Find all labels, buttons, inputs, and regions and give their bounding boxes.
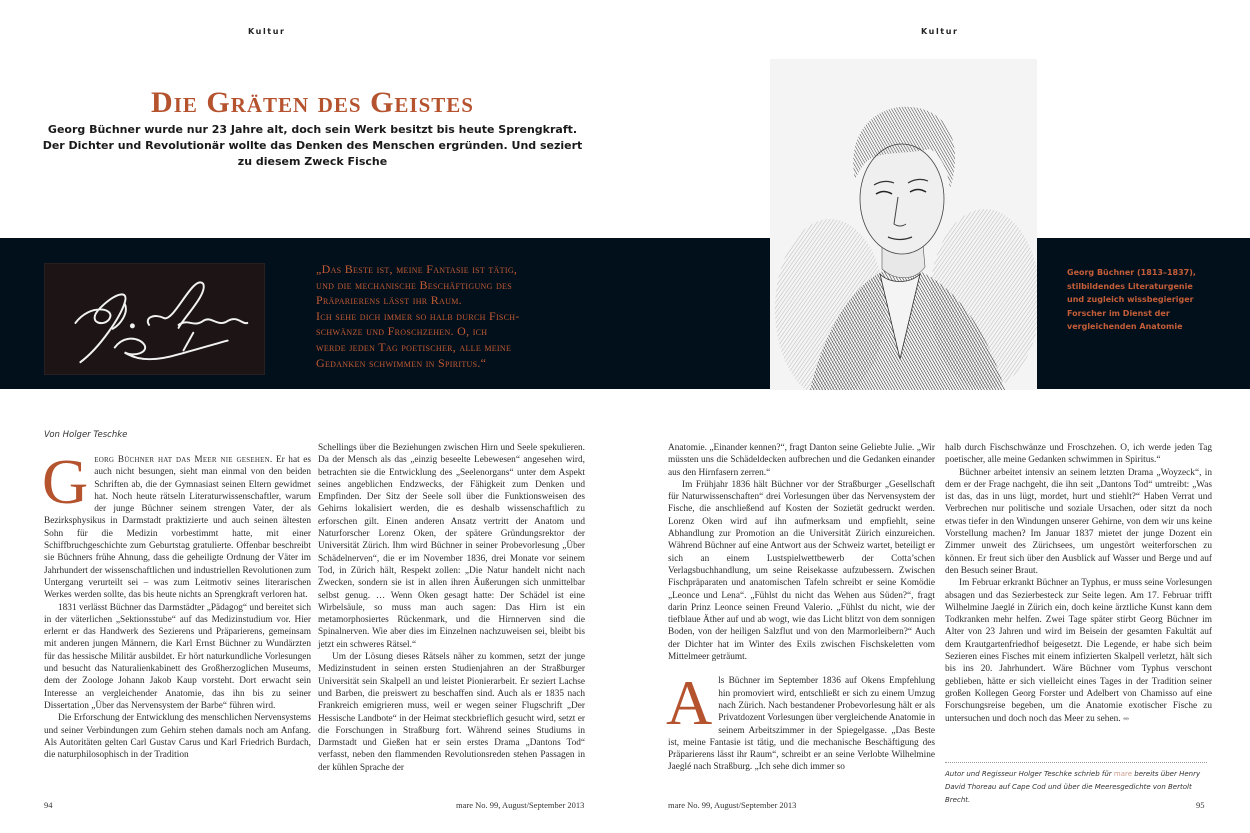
pull-quote-line: und die mechanische Beschäftigung des xyxy=(316,277,512,292)
pull-quote-line: Ich sehe dich immer so halb durch Fisch- xyxy=(316,308,520,323)
body-paragraph xyxy=(42,446,311,602)
body-text: Im Februar erkrankt Büchner an Typhus, er muss seine Vorlesungen absagen und das Sezierbesteck zur Seite legen. Am 17. Februar trifft Wilhelmine Jaeglé in Zürich ein, doch keine ärztliche Kunst kann dem Todkranken mehr helfen. Zwei Tage später stirbt Georg Büchner im Alter von 23 Jahren und wird im Beisein der gesamten Fakultät auf dem Krautgartenfriedhof beigesetzt. Die Legende, er habe sich beim Sezieren eines Fisches mit einem infizierten Skalpell verletzt, hält sich bis ins 20. Jahrhundert. Wäre Büchner vom Typhus verschont geblieben, hätte er sich vielleicht eines Tages in der Tradition seiner großen Kollegen Georg Forster und Adelbert von Chamisso auf eine Forschungsreise begeben, um die Anatomie exotischer Fische zu untersuchen und doch noch das Meer zu sehen. xyxy=(945,578,1212,724)
pull-quote-line: „Das Beste ist, meine Fantasie ist tätig, xyxy=(316,262,518,276)
body-column-4 xyxy=(945,442,1212,725)
caption-line: und zugleich wissbegieriger xyxy=(1067,295,1194,304)
body-text: ls Büchner im September 1836 auf Okens Empfehlung hin promoviert wird, entschließt er sich zu einem Umzug nach Zürich. Nach bestandener Probevorlesung hält er als Privatdozent Vorlesungen über vergleichende Anatomie in seinem Arbeitszimmer in der Spiegelgasse. „Das Beste ist, meine Fantasie ist tätig, und die mechanische Beschäftigung des Präparierens lässt ihr Raum“, schreibt er an seine Verlobte Wilhelmine Jaeglé nach Straßburg. „Ich sehe dich immer so xyxy=(668,676,935,773)
body-paragraph: Anatomie. „Einander kennen?“, fragt Danton seine Geliebte Julie. „Wir müssten uns die Schädeldecken aufbrechen und die Gedanken einander aus den Hirnfasern zerren.“ xyxy=(668,443,935,478)
signature-icon xyxy=(45,264,264,374)
author-note-text: bereits über Henry David Thoreau auf Cape Cod und über die Meeresgedichte von Bertolt Brecht. xyxy=(945,770,1201,804)
caption-line: vergleichenden Anatomie xyxy=(1067,322,1183,331)
caption-line: stilbildendes Literaturgenie xyxy=(1067,281,1193,291)
portrait-caption xyxy=(1067,266,1227,334)
lead-in: eorg Büchner hat das Meer nie gesehen. xyxy=(94,455,273,465)
end-mark-icon: ⥈ xyxy=(1122,713,1130,723)
byline: Von Holger Teschke xyxy=(44,430,128,440)
body-paragraph: Schellings über die Beziehungen zwischen Hirn und Seele spekulieren. Da der Mensch als das „einzig beseelte Lebewesen“ angesehen wird, betrachten sie die Entwicklung des „Seelenorgans“ unter dem Aspekt seines angeblichen Endzwecks, der Fähigkeit zum Denken und Empfinden. Der Sitz der Seele soll über die Funktionsweisen des Gehirns lokalisiert werden, die es deshalb wissenschaftlich zu erforschen gilt. Einen anderen Ansatz vertritt der Anatom und Naturforscher Lorenz Oken, der spätere Gründungsrektor der Universität Zürich. Ihm wird Büchner in seiner Probevorlesung „Über Schädelnerven“, die er im November 1836, drei Monate vor seinem Tod, in Zürich hält, Respekt zollen: „Die Natur handelt nicht nach Zwecken, sondern sie ist in allen ihren Äußerungen sich unmittelbar selbst genug. … Wenn Oken gesagt hatte: Der Schädel ist eine Wirbelsäule, so muss man auch sagen: Das Hirn ist ein metamorphosiertes Rückenmark, und die Hirnnerven sind die Spinalnerven. Wie aber dies im Einzelnen nachzuweisen sei, bleibt bis jetzt ein schweres Rätsel.“ xyxy=(318,443,585,650)
body-text: Er hat es auch nicht besungen, sieht man einmal von den beiden Schriften ab, die der Gymnasiast seinen Eltern gewidmet hat. Noch heute rätseln Literaturwissenschaftler, warum der junge Büchner seinem strengen Vater, der als Bezirksphysikus in Darmstadt praktizierte und auch seinen ältesten Sohn für die Medizin vorbestimmt hatte, mit einer Schiffbruchgeschichte zum Geburtstag gratulierte. Offenbar beschreibt sie Büchners frühe Ahnung, dass die geheiligte Ordnung der Väter im Jahrhundert der wissenschaftlichen und industriellen Revolutionen zum Untergang verurteilt sei – was zum Leitmotiv seines literarischen Werkes werden sollte, das bis heute nichts an Sprengkraft verloren hat. xyxy=(44,455,311,601)
body-paragraph: Büchner arbeitet intensiv an seinem letzten Drama „Woyzeck“, in dem er der Frage nachgeht, die ihn seit „Dantons Tod“ umtreibt: „Was ist das, das in uns lügt, mordet, hurt und stiehlt?“ Haben Verrat und Verbrechen nur politische und soziale Ursachen, oder sitzt da noch etwas tiefer in den Windungen unserer Gehirne, von dem wir uns keine Vorstellung machen? Im Januar 1837 mietet der junge Dozent ein Zimmer unweit des Zürichsees, um ungestört weiterforschen zu können. Er freut sich über den Ausblick auf Wasser und Berge und auf den Besuch seiner Braut. xyxy=(945,467,1212,576)
body-paragraph xyxy=(666,667,935,773)
section-label-left: Kultur xyxy=(248,27,286,36)
body-column-2 xyxy=(318,442,585,774)
pull-quote-line: schwänze und Froschzehen. O, ich xyxy=(316,324,488,339)
body-paragraph: Im Frühjahr 1836 hält Büchner vor der Straßburger „Gesellschaft für Naturwissenschaften“ drei Vorlesungen über das Nervensystem der Fische, die anschließend auf Kosten der Sozietät gedruckt werden. Lorenz Oken wird auf ihn aufmerksam und empfiehlt, seine Abhandlung zur Promotion an die Universität Zürich einzureichen. Während Büchner auf eine Antwort aus der Schweiz wartet, beteiligt er sich an einem Lustspielwettbewerb der Cotta’schen Verlagsbuchhandlung, um seine Reisekasse aufzubessern. Zwischen Fischpräparaten und anatomischen Tafeln schreibt er seine Komödie „Leonce und Lena“. „Fühlst du nicht das Wehen aus Süden?“, fragt darin Prinz Leonce seinen Freund Valerio. „Fühlst du nicht, wie der tiefblaue Äther auf und ab wogt, wie das Licht blitzt von dem sonnigen Boden, von der heiligen Salzflut und von den Marmorleibern?“ Auch der Dichter hat im Winter des Exils zwischen Fischskeletten vom Mittelmeer geträumt. xyxy=(668,479,935,663)
magazine-issue-right: mare No. 99, August/September 2013 xyxy=(668,800,797,810)
pull-quote-line: werde jeden Tag poetischer, alle meine xyxy=(316,339,512,354)
body-column-3 xyxy=(668,442,935,774)
body-column-1 xyxy=(42,446,312,761)
page-number-left: 94 xyxy=(44,800,53,810)
body-paragraph: Um der Lösung dieses Rätsels näher zu kommen, setzt der junge Medizinstudent in seinen ersten Studienjahren an der Straßburger Universität sein Skalpell an und leistet Pionierarbeit. Er seziert Lachse und Barben, die preiswert zu beschaffen sind. Auch als er 1835 nach Frankreich emigrieren muss, weil er wegen seiner Flugschrift „Der Hessische Landbote“ in der Heimat steckbrieflich gesucht wird, setzt er die Forschungen in Straßburg fort. Während seines Studiums in Darmstadt und Gießen hat er sein erstes Drama „Dantons Tod“ verfasst, neben den flammenden Revolutionsreden stehen Passagen in der kühlen Sprache der xyxy=(318,652,585,773)
dropcap: A xyxy=(666,667,713,739)
deck: Georg Büchner wurde nur 23 Jahre alt, doch sein Werk besitzt bis heute Sprengkraft. Der Dichter und Revolutionär wollte das Denken des Menschen ergründen. Und seziert zu diesem Zweck Fische xyxy=(42,123,583,168)
page-number-right: 95 xyxy=(1196,800,1205,810)
brand-mare: mare xyxy=(1113,770,1133,778)
portrait-image xyxy=(770,59,1037,390)
magazine-issue-left: mare No. 99, August/September 2013 xyxy=(456,800,585,810)
author-note-divider xyxy=(945,762,1207,763)
author-note xyxy=(945,768,1210,807)
body-paragraph: halb durch Fischschwänze und Froschzehen. O, ich werde jeden Tag poetischer, alle meine Gedanken schwimmen in Spiritus.“ xyxy=(945,443,1212,466)
body-paragraph: 1831 verlässt Büchner das Darmstädter „Pädagog“ und bereitet sich in der väterlichen „Sektionsstube“ auf das Medizinstudium vor. Hier erlernt er das Handwerk des Sezierens und Präparierens, gemeinsam mit anderen jungen Männern, die Karl Ernst Büchner zu Wundärzten für das hessische Militär ausbildet. Er hört naturkundliche Vorlesungen und besucht das Naturalienkabinett des Großherzoglichen Museums, dem der Zoologe Johann Jakob Kaup vorsteht. Dort erwacht sein Interesse an vergleichender Anatomie, das ihn bis zu seiner Dissertation „Über das Nervensystem der Barbe“ führen wird. xyxy=(44,602,311,711)
pull-quote-line: Gedanken schwimmen in Spiritus.“ xyxy=(316,355,487,370)
dropcap: G xyxy=(42,446,89,517)
body-paragraph xyxy=(945,577,1212,725)
pull-quote-line: Präparierens lässt ihr Raum. xyxy=(316,293,462,308)
caption-line: Georg Büchner (1813–1837), xyxy=(1067,268,1196,277)
body-paragraph: Die Erforschung der Entwicklung des menschlichen Nervensystems und seiner Verbindungen zum Gehirn stehen damals noch am Anfang. Als Autoritäten gelten Carl Gustav Carus und Karl Friedrich Burdach, die naturphilosophisch in der Tradition xyxy=(44,713,312,761)
portrait-engraving-icon xyxy=(770,59,1037,390)
pull-quote xyxy=(316,262,591,371)
author-note-text: Autor und Regisseur Holger Teschke schrieb für xyxy=(945,770,1114,778)
section-label-right: Kultur xyxy=(921,27,959,36)
signature-image xyxy=(44,263,265,375)
caption-line: Forscher im Dienst der xyxy=(1067,308,1170,318)
headline: Die Gräten des Geistes xyxy=(151,86,474,119)
